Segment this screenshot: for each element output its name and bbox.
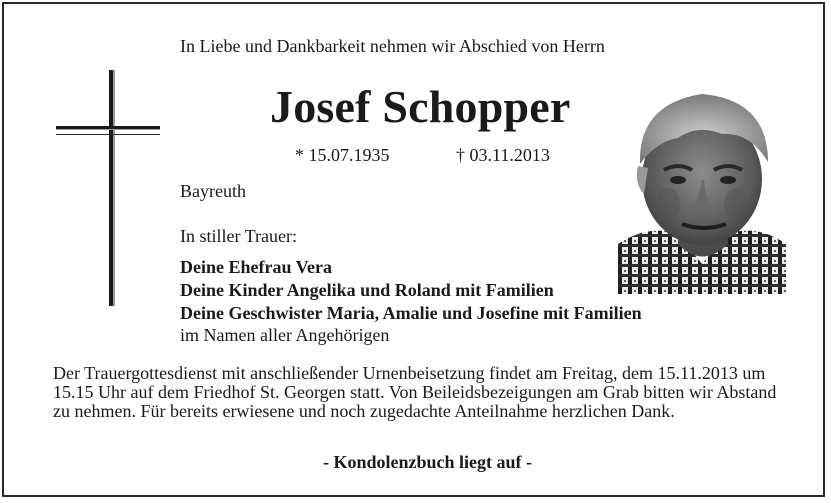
relative-line: Deine Geschwister Maria, Amalie und Josefine mit Familien	[180, 303, 642, 323]
deceased-name: Josef Schopper	[270, 81, 571, 132]
cross-icon	[56, 70, 160, 306]
birth-date: * 15.07.1935	[295, 145, 390, 165]
death-date: † 03.11.2013	[456, 145, 550, 165]
condolence-note: - Kondolenzbuch liegt auf -	[323, 452, 533, 472]
service-paragraph: Der Trauergottesdienst mit anschließender Urnenbeisetzung findet am Freitag, dem 15.11.2013 um 15.15 Uhr auf dem Friedhof St. Georgen statt. Von Beileidsbezeigungen am Grab bitten wir Abstand zu nehmen. Für bereits erwiesene und noch zugedachte Anteilnahme herzlichen Dank.	[53, 363, 777, 421]
all-relatives-line: im Namen aller Angehörigen	[180, 325, 390, 345]
portrait-photo	[618, 84, 786, 294]
mourning-label: In stiller Trauer:	[180, 226, 297, 246]
intro-line: In Liebe und Dankbarkeit nehmen wir Abschied von Herrn	[180, 36, 605, 56]
relative-line: Deine Kinder Angelika und Roland mit Familien	[180, 280, 554, 300]
relative-line: Deine Ehefrau Vera	[180, 257, 332, 277]
place-name: Bayreuth	[180, 181, 246, 201]
